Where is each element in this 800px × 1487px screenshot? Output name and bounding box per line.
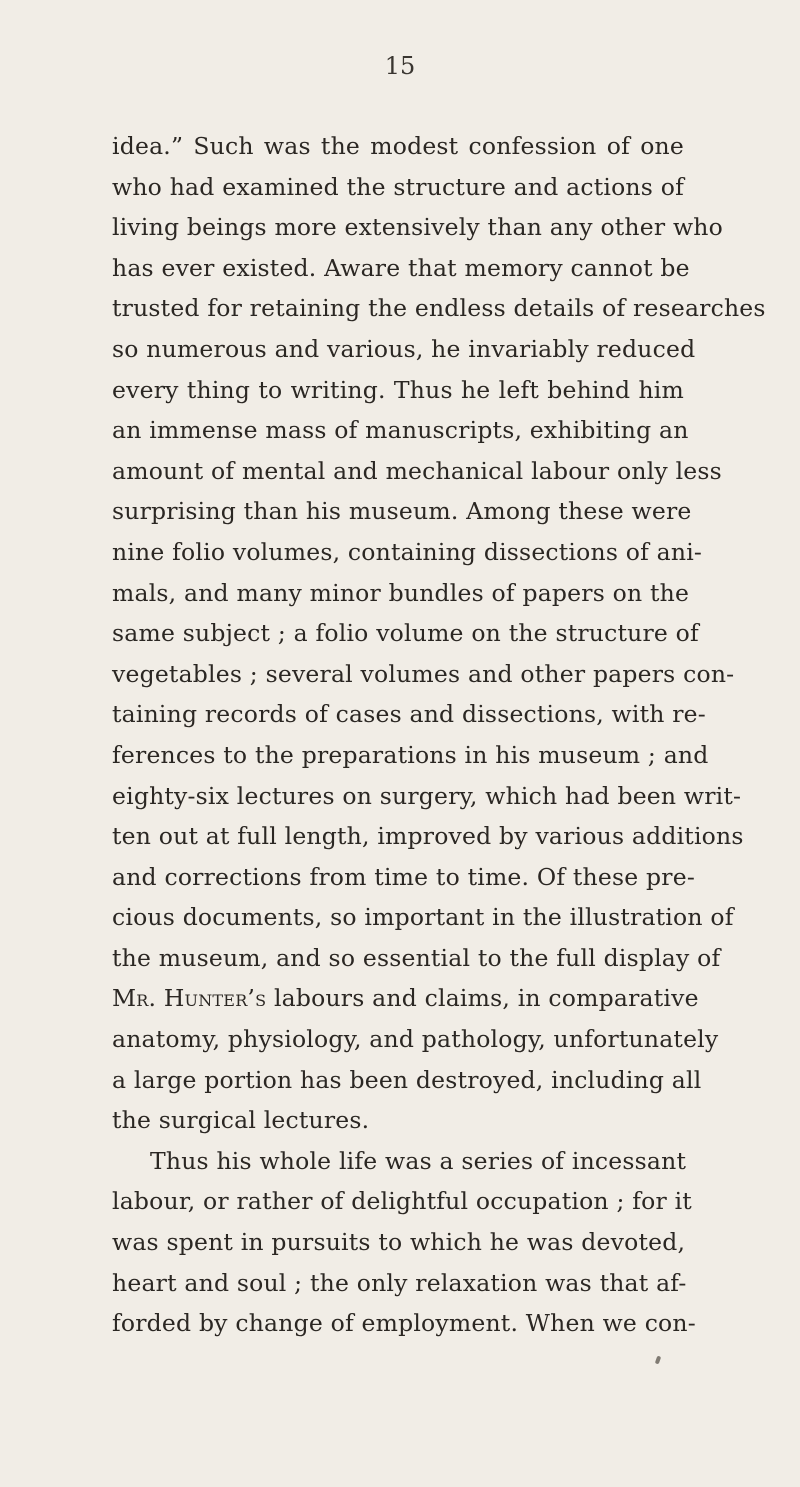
text-fragment: labours and claims, in comparative <box>273 984 699 1013</box>
ink-speck <box>655 1356 661 1365</box>
text-line: every thing to writing. Thus he left behind him <box>112 375 684 404</box>
text-line: same subject ; a folio volume on the structure of <box>112 619 699 648</box>
text-line: nine folio volumes, containing dissections of ani- <box>112 537 703 566</box>
text-line: has ever existed. Aware that memory cannot be <box>112 253 690 282</box>
text-line: heart and soul ; the only relaxation was that af- <box>112 1268 687 1297</box>
text-line: trusted for retaining the endless details of researches <box>112 294 766 323</box>
text-line: the surgical lectures. <box>112 1106 370 1135</box>
text-line: forded by change of employment. When we con- <box>112 1309 696 1338</box>
text-line: living beings more extensively than any other who <box>112 213 723 242</box>
page-number: 15 <box>384 52 416 80</box>
text-line: an immense mass of manuscripts, exhibiting an <box>112 416 689 445</box>
text-line: idea.” Such was the modest confession of one <box>112 132 684 160</box>
text-line: who had examined the structure and actions of <box>112 172 684 201</box>
text-line: so numerous and various, he invariably reduced <box>112 334 696 363</box>
text-line: ferences to the preparations in his museum ; and <box>112 740 709 769</box>
text-line: and corrections from time to time. Of these pre- <box>112 862 695 891</box>
body-text <box>112 126 766 1344</box>
text-line: mals, and many minor bundles of papers on the <box>112 578 690 607</box>
text-line: vegetables ; several volumes and other papers con- <box>112 659 735 688</box>
text-line: Thus his whole life was a series of incessant <box>150 1146 687 1175</box>
text-line: eighty-six lectures on surgery, which had been writ- <box>112 781 742 810</box>
text-line: the museum, and so essential to the full display of <box>112 943 721 972</box>
surname: Hunter’s <box>163 984 267 1013</box>
text-line: surprising than his museum. Among these were <box>112 497 692 526</box>
text-line: amount of mental and mechanical labour only less <box>112 456 722 485</box>
text-line: cious documents, so important in the illustration of <box>112 903 734 932</box>
honorific: Mr. <box>112 984 157 1013</box>
text-line: ten out at full length, improved by various additions <box>112 822 744 851</box>
text-line: a large portion has been destroyed, including all <box>112 1065 702 1094</box>
text-line: was spent in pursuits to which he was devoted, <box>112 1228 686 1257</box>
text-line: taining records of cases and dissections, with re- <box>112 700 706 729</box>
text-line-hunter <box>112 978 699 1019</box>
text-line: anatomy, physiology, and pathology, unfortunately <box>112 1025 719 1054</box>
text-line: labour, or rather of delightful occupation ; for it <box>112 1187 692 1216</box>
